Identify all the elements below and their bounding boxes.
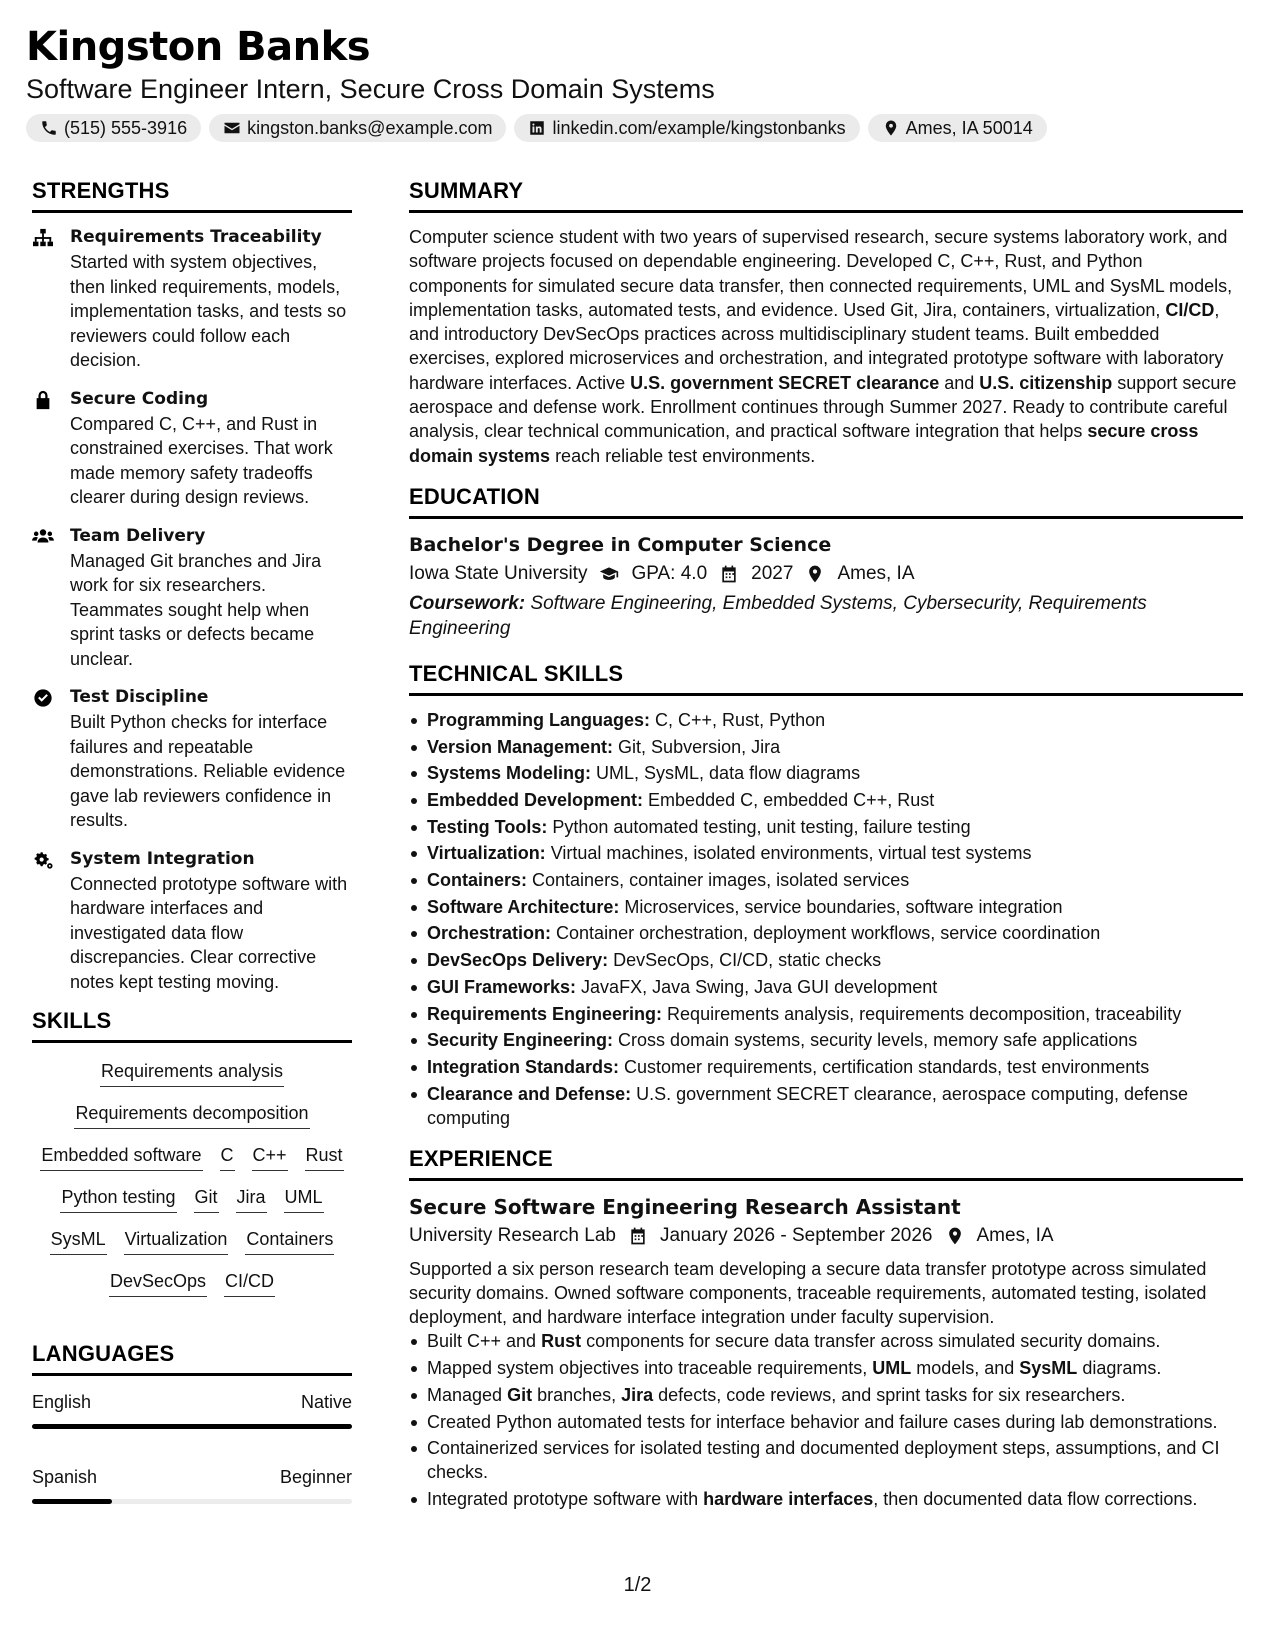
coursework-label: Coursework: bbox=[409, 592, 526, 614]
technical-skill-item bbox=[409, 1082, 1243, 1130]
skill-tag: C++ bbox=[252, 1143, 288, 1171]
linkedin-chip[interactable] bbox=[514, 114, 859, 142]
skills-heading: SKILLS bbox=[32, 1008, 352, 1043]
technical-skills-heading: TECHNICAL SKILLS bbox=[409, 661, 1243, 696]
text-run: Containerized services for isolated testing and documented deployment steps, assumptions, and CI checks. bbox=[427, 1438, 1220, 1483]
skill-category: Programming Languages: bbox=[427, 709, 651, 730]
skill-tag: Containers bbox=[245, 1227, 334, 1255]
graduation-year: 2027 bbox=[751, 562, 794, 584]
strength-description: Connected prototype software with hardware interfaces and investigated data flow discrepancies. Clear corrective notes kept testing moving. bbox=[70, 873, 348, 992]
school-location: Ames, IA bbox=[837, 562, 915, 584]
skill-category: Systems Modeling: bbox=[427, 763, 592, 784]
skill-tag: Virtualization bbox=[124, 1227, 229, 1255]
skill-category: Version Management: bbox=[427, 736, 614, 757]
strength-title: System Integration bbox=[70, 848, 255, 869]
skill-category: Testing Tools: bbox=[427, 816, 548, 837]
school-name: Iowa State University bbox=[409, 562, 588, 584]
linkedin-icon bbox=[528, 119, 546, 137]
technical-skill-item bbox=[409, 841, 1243, 865]
gpa-text: GPA: 4.0 bbox=[631, 562, 708, 584]
check-circle-icon bbox=[32, 688, 54, 708]
email-text: kingston.banks@example.com bbox=[247, 117, 493, 138]
map-pin-icon bbox=[882, 119, 900, 137]
skill-values: C, C++, Rust, Python bbox=[650, 709, 826, 730]
phone-icon bbox=[40, 119, 58, 137]
technical-skill-item bbox=[409, 708, 1243, 732]
bold-text: CI/CD bbox=[1165, 299, 1215, 320]
contact-bar bbox=[26, 114, 1047, 142]
text-run: Managed bbox=[427, 1384, 508, 1405]
text-run: reach reliable test environments. bbox=[550, 445, 816, 466]
skill-tag: Rust bbox=[305, 1143, 344, 1171]
job-bullet bbox=[409, 1487, 1243, 1511]
summary-heading: SUMMARY bbox=[409, 178, 1243, 213]
linkedin-text: linkedin.com/example/kingstonbanks bbox=[552, 117, 846, 138]
technical-skill-item bbox=[409, 1028, 1243, 1052]
text-run: components for secure data transfer across simulated security domains. bbox=[581, 1331, 1161, 1352]
right-column bbox=[409, 178, 1243, 1514]
technical-skill-item bbox=[409, 1002, 1243, 1026]
users-icon bbox=[32, 527, 54, 547]
skill-values: Requirements analysis, requirements decomposition, traceability bbox=[662, 1003, 1182, 1024]
skill-tag: UML bbox=[284, 1185, 324, 1213]
map-pin-icon bbox=[805, 564, 825, 584]
text-run: Integrated prototype software with bbox=[427, 1488, 704, 1509]
skill-values: U.S. government SECRET clearance, aerospace computing, defense computing bbox=[427, 1083, 1189, 1128]
text-run: Built C++ and bbox=[427, 1331, 542, 1352]
skill-tag: C bbox=[220, 1143, 235, 1171]
calendar-icon bbox=[719, 564, 739, 584]
skill-tag: Embedded software bbox=[40, 1143, 202, 1171]
skills-list bbox=[32, 1055, 352, 1297]
skill-tag: Python testing bbox=[60, 1185, 176, 1213]
skill-tag: Git bbox=[194, 1185, 219, 1213]
skill-category: Software Architecture: bbox=[427, 896, 620, 917]
skill-tag: Requirements decomposition bbox=[74, 1101, 309, 1129]
bold-text: Jira bbox=[621, 1384, 654, 1405]
skill-category: Virtualization: bbox=[427, 843, 546, 864]
job-description: Supported a six person research team developing a secure data transfer prototype across simulated security domains. Owned software components, traceable requirements, automated testing, isolated deployment, and hardware interface integration under faculty supervision. bbox=[409, 1258, 1207, 1328]
strength-title: Secure Coding bbox=[70, 388, 209, 409]
text-run: and bbox=[939, 372, 980, 393]
job-bullet bbox=[409, 1410, 1243, 1434]
technical-skill-item bbox=[409, 788, 1243, 812]
experience-heading: EXPERIENCE bbox=[409, 1146, 1243, 1181]
text-run: diagrams. bbox=[1077, 1358, 1162, 1379]
job-organization: University Research Lab bbox=[409, 1224, 616, 1246]
language-level: Native bbox=[300, 1392, 352, 1412]
skill-values: Git, Subversion, Jira bbox=[613, 736, 781, 757]
degree-title: Bachelor's Degree in Computer Science bbox=[409, 533, 832, 556]
strength-item bbox=[32, 524, 352, 672]
technical-skill-item bbox=[409, 975, 1243, 999]
languages-list bbox=[32, 1390, 352, 1504]
location-text: Ames, IA 50014 bbox=[905, 117, 1033, 138]
page-number: 1/2 bbox=[623, 1574, 652, 1596]
skill-values: UML, SysML, data flow diagrams bbox=[591, 763, 861, 784]
skill-values: DevSecOps, CI/CD, static checks bbox=[608, 950, 882, 971]
bold-text: SysML bbox=[1019, 1358, 1078, 1379]
email-chip[interactable] bbox=[209, 114, 506, 142]
text-run: branches, bbox=[532, 1384, 622, 1405]
skill-category: GUI Frameworks: bbox=[427, 976, 577, 997]
strength-description: Built Python checks for interface failures and repeatable demonstrations. Reliable evidence gave lab reviewers confidence in results. bbox=[70, 712, 346, 830]
text-run: models, and bbox=[911, 1358, 1020, 1379]
skill-tag: Requirements analysis bbox=[100, 1059, 284, 1087]
skill-tag: DevSecOps bbox=[109, 1269, 207, 1297]
candidate-title: Software Engineer Intern, Secure Cross Domain Systems bbox=[26, 74, 715, 104]
job-bullets bbox=[409, 1329, 1243, 1510]
skill-values: JavaFX, Java Swing, Java GUI development bbox=[576, 976, 938, 997]
bold-text: Git bbox=[507, 1384, 533, 1405]
coursework bbox=[409, 591, 1243, 641]
skill-values: Microservices, service boundaries, software integration bbox=[619, 896, 1063, 917]
gears-icon bbox=[32, 850, 54, 870]
candidate-name: Kingston Banks bbox=[26, 24, 370, 70]
location-chip bbox=[868, 114, 1047, 142]
text-run: defects, code reviews, and sprint tasks for six researchers. bbox=[653, 1384, 1126, 1405]
language-proficiency-fill bbox=[32, 1499, 112, 1504]
skill-category: Integration Standards: bbox=[427, 1056, 620, 1077]
map-pin-icon bbox=[945, 1226, 965, 1246]
job-bullet bbox=[409, 1436, 1243, 1484]
lock-icon bbox=[32, 390, 54, 410]
language-row bbox=[32, 1465, 352, 1489]
skill-category: Orchestration: bbox=[427, 923, 552, 944]
envelope-icon bbox=[223, 119, 241, 137]
strength-title: Test Discipline bbox=[70, 687, 209, 707]
language-proficiency-bar bbox=[32, 1499, 352, 1504]
skill-values: Container orchestration, deployment workflows, service coordination bbox=[551, 923, 1101, 944]
strengths-heading: STRENGTHS bbox=[32, 178, 352, 213]
skill-category: Clearance and Defense: bbox=[427, 1083, 632, 1104]
text-run: , and introductory DevSecOps practices across multidisciplinary student teams. Built embedded exercises, explored microservices and orchestration, and integrated prototype software with laboratory hardware interfaces. Active bbox=[409, 299, 1224, 393]
language-name: Spanish bbox=[32, 1467, 98, 1487]
strength-description: Started with system objectives, then linked requirements, models, implementation tasks, and tests so reviewers could follow each decision. bbox=[70, 252, 347, 370]
calendar-icon bbox=[628, 1226, 648, 1246]
technical-skill-item bbox=[409, 948, 1243, 972]
bold-text: UML bbox=[872, 1358, 912, 1379]
strength-description: Managed Git branches and Jira work for six researchers. Teammates sought help when sprint tasks or defects became unclear. bbox=[70, 550, 322, 669]
job-bullet bbox=[409, 1383, 1243, 1407]
skill-values: Virtual machines, isolated environments, virtual test systems bbox=[545, 843, 1032, 864]
job-meta bbox=[409, 1221, 1243, 1251]
technical-skill-item bbox=[409, 761, 1243, 785]
job-bullet bbox=[409, 1356, 1243, 1380]
bold-text: hardware interfaces bbox=[703, 1488, 874, 1509]
graduation-cap-icon bbox=[599, 564, 619, 584]
languages-heading: LANGUAGES bbox=[32, 1341, 352, 1376]
phone-chip[interactable] bbox=[26, 114, 201, 142]
skill-values: Customer requirements, certification standards, test environments bbox=[619, 1056, 1150, 1077]
text-run: , then documented data flow corrections. bbox=[873, 1488, 1198, 1509]
left-column bbox=[32, 178, 352, 1504]
language-proficiency-bar bbox=[32, 1424, 352, 1429]
strength-title: Requirements Traceability bbox=[70, 227, 322, 247]
text-run: Mapped system objectives into traceable requirements, bbox=[427, 1358, 873, 1379]
bold-text: Rust bbox=[541, 1331, 582, 1352]
technical-skill-item bbox=[409, 1055, 1243, 1079]
job-location: Ames, IA bbox=[976, 1224, 1054, 1246]
education-meta bbox=[409, 559, 1243, 589]
technical-skill-item bbox=[409, 735, 1243, 759]
skill-category: DevSecOps Delivery: bbox=[427, 950, 609, 971]
skill-category: Requirements Engineering: bbox=[427, 1003, 663, 1024]
strength-item bbox=[32, 685, 352, 833]
job-dates: January 2026 - September 2026 bbox=[659, 1224, 933, 1246]
strength-description: Compared C, C++, and Rust in constrained exercises. That work made memory safety tradeoffs clearer during design reviews. bbox=[70, 413, 333, 507]
language-proficiency-fill bbox=[32, 1424, 352, 1429]
technical-skill-item bbox=[409, 868, 1243, 892]
text-run: Computer science student with two years of supervised research, secure systems laboratory work, and software projects focused on dependable engineering. Developed C, C++, Rust, and Python components for simulated secure data transfer, then connected requirements, UML and SysML models, implementation tasks, automated tests, and evidence. Used Git, Jira, containers, virtualization, bbox=[409, 227, 1233, 320]
skill-tag: CI/CD bbox=[224, 1269, 275, 1297]
skill-category: Embedded Development: bbox=[427, 790, 644, 811]
bold-text: secure cross domain systems bbox=[409, 421, 1199, 466]
skill-tag: SysML bbox=[50, 1227, 107, 1255]
technical-skill-item bbox=[409, 815, 1243, 839]
strength-item bbox=[32, 225, 352, 373]
language-name: English bbox=[32, 1392, 92, 1412]
skill-values: Python automated testing, unit testing, failure testing bbox=[547, 816, 971, 837]
bold-text: U.S. citizenship bbox=[979, 372, 1113, 393]
skill-values: Containers, container images, isolated services bbox=[527, 870, 910, 891]
language-row bbox=[32, 1390, 352, 1414]
skill-values: Cross domain systems, security levels, memory safe applications bbox=[613, 1030, 1138, 1051]
job-title: Secure Software Engineering Research Assistant bbox=[409, 1194, 961, 1219]
skill-category: Containers: bbox=[427, 870, 528, 891]
phone-text: (515) 555-3916 bbox=[64, 117, 188, 138]
coursework-text: Software Engineering, Embedded Systems, Cybersecurity, Requirements Engineering bbox=[409, 592, 1147, 639]
strength-item bbox=[32, 847, 352, 995]
summary-text bbox=[409, 225, 1243, 468]
strength-item bbox=[32, 387, 352, 510]
skill-values: Embedded C, embedded C++, Rust bbox=[643, 790, 935, 811]
strength-title: Team Delivery bbox=[70, 525, 206, 546]
skill-category: Security Engineering: bbox=[427, 1030, 614, 1051]
technical-skill-item bbox=[409, 921, 1243, 945]
technical-skill-item bbox=[409, 895, 1243, 919]
bold-text: U.S. government SECRET clearance bbox=[630, 372, 940, 393]
skill-tag: Jira bbox=[236, 1185, 267, 1213]
technical-skills-list bbox=[409, 708, 1243, 1130]
job-bullet bbox=[409, 1329, 1243, 1353]
sitemap-icon bbox=[32, 228, 54, 248]
text-run: Created Python automated tests for interface behavior and failure cases during lab demonstrations. bbox=[427, 1411, 1218, 1432]
education-heading: EDUCATION bbox=[409, 484, 1243, 519]
text-run: support secure aerospace and defense work. Enrollment continues through Summer 2027. Ready to contribute careful analysis, clear technical communication, and practical software integration that helps bbox=[409, 372, 1237, 442]
language-level: Beginner bbox=[279, 1467, 352, 1487]
